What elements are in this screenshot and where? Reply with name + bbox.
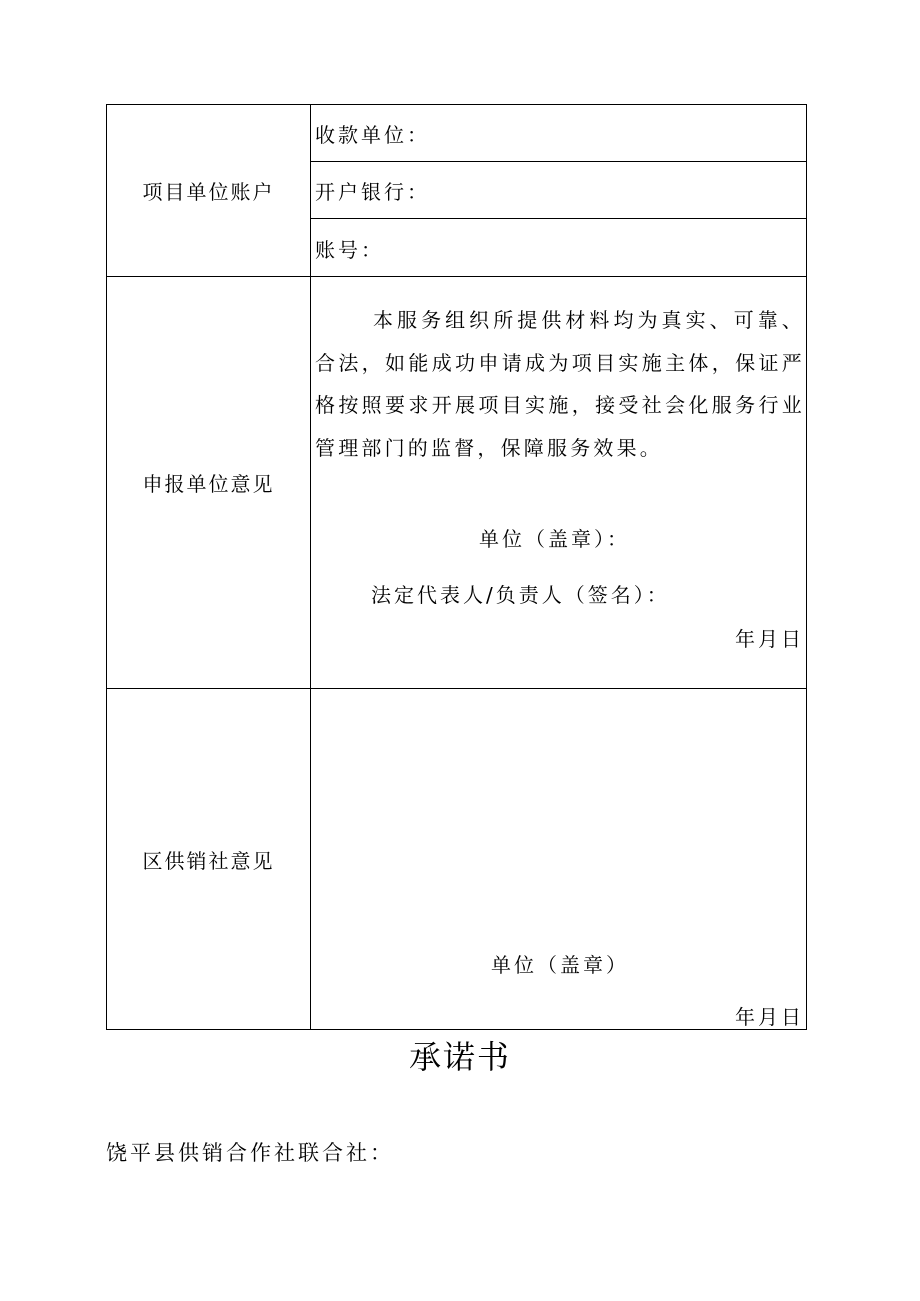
applicant-date: 年月日 xyxy=(735,627,804,651)
account-label: 项目单位账户 xyxy=(107,105,311,276)
applicant-opinion-label: 申报单位意见 xyxy=(107,277,311,688)
district-opinion-label: 区供销社意见 xyxy=(107,689,311,1029)
payee-field: 收款单位： xyxy=(311,105,806,162)
district-opinion-content xyxy=(311,689,806,1029)
district-opinion-row xyxy=(107,689,806,1029)
district-date: 年月日 xyxy=(735,1005,804,1029)
account-row xyxy=(107,105,806,277)
pledge-title: 承诺书 xyxy=(408,1038,511,1076)
district-seal-line: 单位（盖章） xyxy=(491,953,629,977)
pledge-addressee: 饶平县供销合作社联合社： xyxy=(106,1141,394,1165)
account-details xyxy=(311,105,806,276)
representative-signature-line: 法定代表人/负责人（签名）： xyxy=(371,583,670,607)
applicant-seal-line: 单位（盖章）： xyxy=(479,527,630,551)
applicant-opinion-content xyxy=(311,277,806,688)
application-form-table xyxy=(106,104,807,1030)
bank-field: 开户银行： xyxy=(311,162,806,219)
account-number-field: 账号： xyxy=(315,237,384,262)
applicant-opinion-row xyxy=(107,277,806,689)
applicant-statement: 本服务组织所提供材料均为真实、可靠、合法，如能成功申请成为项目实施主体，保证严格按照要求开展项目实施，接受社会化服务行业管理部门的监督，保障服务效果。 xyxy=(315,308,805,460)
